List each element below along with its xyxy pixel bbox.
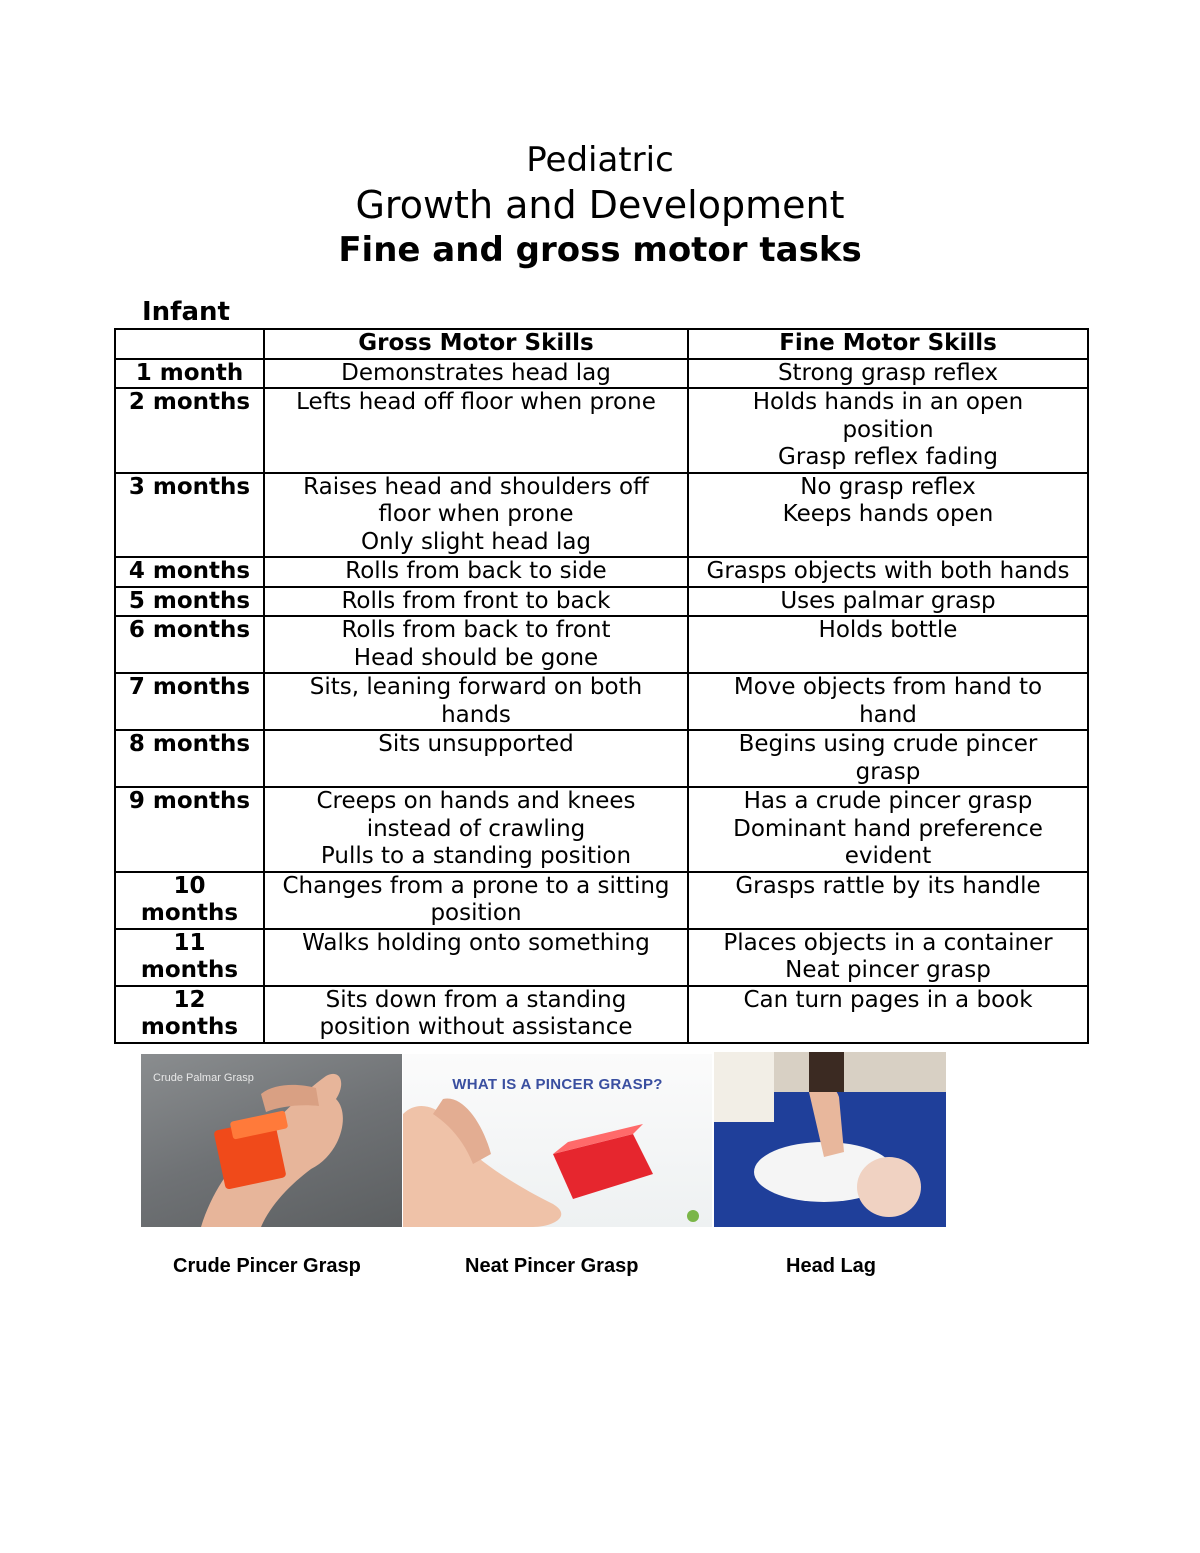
age-cell: 4 months: [115, 557, 264, 587]
caption-crude-pincer: Crude Pincer Grasp: [173, 1255, 361, 1277]
header-fine-motor: Fine Motor Skills: [688, 329, 1088, 359]
table-row: [115, 673, 1088, 730]
table-row: [115, 787, 1088, 872]
caption-head-lag: Head Lag: [786, 1255, 877, 1277]
age-cell: 11 months: [115, 929, 264, 986]
table-row: [115, 359, 1088, 389]
header-age: [115, 329, 264, 359]
fine-cell: Holds bottle: [688, 616, 1088, 673]
gross-cell: Sits, leaning forward on both hands: [264, 673, 688, 730]
gross-cell: Rolls from back to side: [264, 557, 688, 587]
table-header-row: [115, 329, 1088, 359]
title-motor-tasks: Fine and gross motor tasks: [338, 230, 862, 270]
gross-cell: Raises head and shoulders off floor when prone Only slight head lag: [264, 473, 688, 558]
table-row: [115, 557, 1088, 587]
neat-grasp-photo: [403, 1054, 712, 1227]
fine-cell: No grasp reflex Keeps hands open: [688, 473, 1088, 558]
head-lag-photo: [714, 1052, 946, 1227]
photo-overlay-text: WHAT IS A PINCER GRASP?: [452, 1076, 663, 1093]
age-cell: 9 months: [115, 787, 264, 872]
logo-icon: [687, 1210, 699, 1222]
table-row: [115, 587, 1088, 617]
fine-cell: Has a crude pincer grasp Dominant hand preference evident: [688, 787, 1088, 872]
title-growth-development: Growth and Development: [355, 183, 845, 227]
age-cell: 2 months: [115, 388, 264, 473]
gross-cell: Lefts head off floor when prone: [264, 388, 688, 473]
gross-cell: Changes from a prone to a sitting position: [264, 872, 688, 929]
age-cell: 10 months: [115, 872, 264, 929]
section-label-infant: Infant: [142, 297, 230, 327]
fine-cell: Uses palmar grasp: [688, 587, 1088, 617]
title-pediatric: Pediatric: [526, 140, 674, 180]
crude-grasp-photo: [141, 1054, 402, 1227]
gross-cell: Rolls from back to front Head should be gone: [264, 616, 688, 673]
fine-cell: Can turn pages in a book: [688, 986, 1088, 1043]
fine-cell: Move objects from hand to hand: [688, 673, 1088, 730]
header-gross-motor: Gross Motor Skills: [264, 329, 688, 359]
age-cell: 3 months: [115, 473, 264, 558]
age-cell: 6 months: [115, 616, 264, 673]
fine-cell: Holds hands in an open position Grasp reflex fading: [688, 388, 1088, 473]
gross-cell: Sits down from a standing position without assistance: [264, 986, 688, 1043]
table-row: [115, 986, 1088, 1043]
table-row: [115, 872, 1088, 929]
gross-cell: Sits unsupported: [264, 730, 688, 787]
table-row: [115, 616, 1088, 673]
table-row: [115, 929, 1088, 986]
photo-overlay-text: Crude Palmar Grasp: [153, 1072, 254, 1084]
age-cell: 5 months: [115, 587, 264, 617]
fine-cell: Begins using crude pincer grasp: [688, 730, 1088, 787]
gross-cell: Walks holding onto something: [264, 929, 688, 986]
fine-cell: Places objects in a container Neat pincer grasp: [688, 929, 1088, 986]
age-cell: 7 months: [115, 673, 264, 730]
table-row: [115, 730, 1088, 787]
table-row: [115, 473, 1088, 558]
age-cell: 12 months: [115, 986, 264, 1043]
document-title-block: [0, 138, 1200, 272]
gross-cell: Demonstrates head lag: [264, 359, 688, 389]
gross-cell: Rolls from front to back: [264, 587, 688, 617]
infant-head-lag-illustration: [714, 1052, 946, 1227]
caption-neat-pincer: Neat Pincer Grasp: [465, 1255, 639, 1277]
table-row: [115, 388, 1088, 473]
fine-cell: Grasps objects with both hands: [688, 557, 1088, 587]
gross-cell: Creeps on hands and knees instead of crawling Pulls to a standing position: [264, 787, 688, 872]
fine-cell: Strong grasp reflex: [688, 359, 1088, 389]
motor-skills-table: [114, 328, 1089, 1044]
fine-cell: Grasps rattle by its handle: [688, 872, 1088, 929]
age-cell: 1 month: [115, 359, 264, 389]
age-cell: 8 months: [115, 730, 264, 787]
